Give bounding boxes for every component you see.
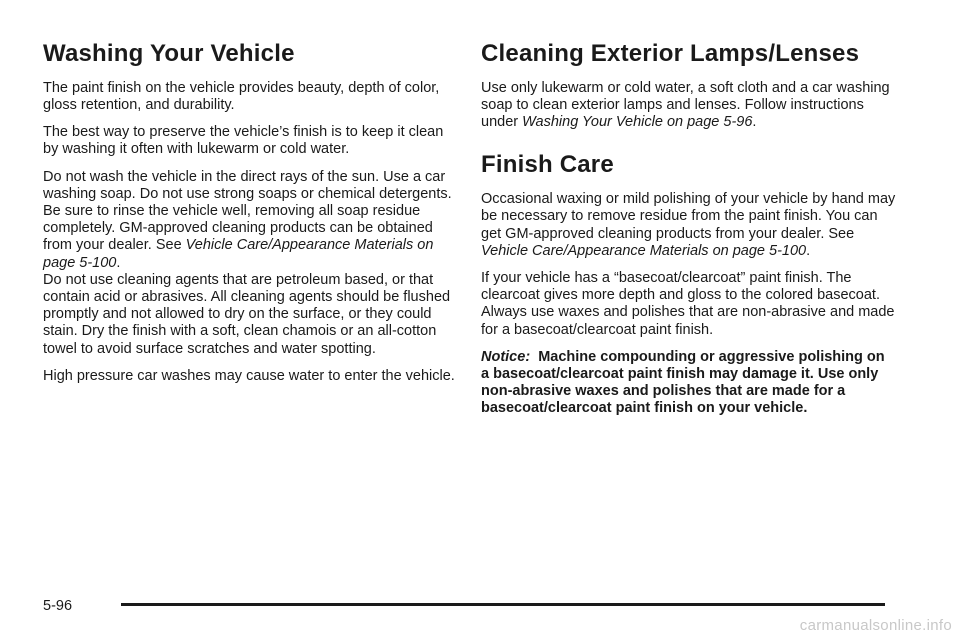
watermark: carmanualsonline.info <box>799 617 952 634</box>
washing-heading: Washing Your Vehicle <box>43 40 295 67</box>
lamps-paragraph-1-end: . <box>752 114 757 131</box>
washing-paragraph-3-text: Do not wash the vehicle in the direct rays of the sun. Use a car washing soap. Do not use strong soaps or chemical detergents. Be sure to rinse the vehicle well, removing all soap residue completely. GM-approved cleaning products can be obtained from your dealer. See <box>43 168 452 254</box>
notice-text: Machine compounding or aggressive polishing on a basecoat/clearcoat paint finish may damage it. Use only non-abrasive waxes and polishes that are made for a basecoat/clearcoat paint finish on your vehicle. <box>481 348 885 417</box>
washing-paragraph-3-end: . <box>116 254 121 271</box>
washing-paragraph-1: The paint finish on the vehicle provides beauty, depth of color, gloss retention, and durability. <box>43 79 440 113</box>
washing-reference-link[interactable]: Washing Your Vehicle on page 5-96 <box>522 114 753 131</box>
washing-paragraph-3 <box>43 169 458 272</box>
footer-rule <box>121 603 885 606</box>
finish-paragraph-1 <box>481 191 896 260</box>
lamps-heading: Cleaning Exterior Lamps/Lenses <box>481 40 860 67</box>
washing-paragraph-5: High pressure car washes may cause water to enter the vehicle. <box>43 367 455 384</box>
finish-paragraph-2: If your vehicle has a “basecoat/clearcoat” paint finish. The clearcoat gives more depth and gloss to the colored basecoat. Always use waxes and polishes that are non-abrasive and made for a basecoat/clearcoat paint finish. <box>481 270 895 338</box>
lamps-paragraph-1-text: Use only lukewarm or cold water, a soft cloth and a car washing soap to clean exterior lamps and lenses. Follow instructions under <box>481 79 890 131</box>
right-column <box>481 40 896 428</box>
notice-paragraph <box>481 349 896 418</box>
notice-label: Notice: <box>481 348 531 365</box>
finish-heading: Finish Care <box>481 151 614 179</box>
vehicle-care-reference-link[interactable]: Vehicle Care/Appearance Materials on page 5-100 <box>43 237 434 271</box>
lamps-paragraph-1 <box>481 80 896 132</box>
washing-paragraph-2: The best way to preserve the vehicle’s finish is to keep it clean by washing it often with lukewarm or cold water. <box>43 124 444 158</box>
left-column <box>43 40 458 395</box>
finish-paragraph-1-text: Occasional waxing or mild polishing of your vehicle by hand may be necessary to remove residue from the paint finish. You can get GM-approved cleaning products from your dealer. See <box>481 191 896 242</box>
washing-paragraph-4: Do not use cleaning agents that are petroleum based, or that contain acid or abrasives. All cleaning agents should be flushed promptly and not allowed to dry on the surface, or they could stain. Dry the finish with a soft, clean chamois or an all-cotton towel to avoid surface scratches and water spotting. <box>43 271 451 357</box>
finish-vehicle-care-reference-link[interactable]: Vehicle Care/Appearance Materials on page 5-100 <box>481 242 807 259</box>
finish-paragraph-1-end: . <box>806 242 811 259</box>
page-number: 5-96 <box>43 598 73 614</box>
